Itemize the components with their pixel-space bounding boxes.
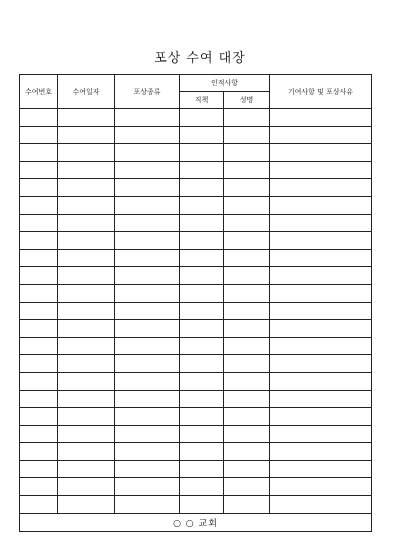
cell-award-date	[58, 496, 115, 514]
cell-award-type	[115, 109, 180, 127]
header-row	[20, 75, 372, 92]
cell-contribution-reason	[270, 196, 372, 214]
cell-contribution-reason	[270, 126, 372, 144]
cell-award-type	[115, 267, 180, 285]
cell-award-date	[58, 249, 115, 267]
cell-award-type	[115, 478, 180, 496]
cell-award-type	[115, 302, 180, 320]
cell-contribution-reason	[270, 496, 372, 514]
cell-position	[180, 478, 224, 496]
cell-award-date	[58, 372, 115, 390]
cell-name	[224, 179, 270, 197]
document-title: 포상 수여 대장	[154, 51, 246, 66]
header-position: 직책	[180, 92, 224, 109]
cell-award-type	[115, 249, 180, 267]
cell-award-number	[20, 425, 58, 443]
table-row	[20, 355, 372, 373]
table-row	[20, 196, 372, 214]
cell-name	[224, 337, 270, 355]
cell-award-type	[115, 320, 180, 338]
cell-award-number	[20, 320, 58, 338]
header-name: 성명	[224, 92, 270, 109]
cell-award-number	[20, 496, 58, 514]
cell-contribution-reason	[270, 144, 372, 162]
cell-name	[224, 126, 270, 144]
cell-award-number	[20, 161, 58, 179]
cell-award-number	[20, 109, 58, 127]
cell-contribution-reason	[270, 320, 372, 338]
cell-award-number	[20, 355, 58, 373]
cell-position	[180, 144, 224, 162]
cell-contribution-reason	[270, 179, 372, 197]
cell-contribution-reason	[270, 249, 372, 267]
cell-name	[224, 460, 270, 478]
cell-award-date	[58, 196, 115, 214]
table-row	[20, 126, 372, 144]
table-row	[20, 144, 372, 162]
cell-award-number	[20, 284, 58, 302]
cell-award-number	[20, 390, 58, 408]
cell-award-date	[58, 161, 115, 179]
cell-contribution-reason	[270, 267, 372, 285]
cell-award-type	[115, 284, 180, 302]
header-award-number: 수여번호	[20, 75, 58, 109]
cell-position	[180, 390, 224, 408]
cell-contribution-reason	[270, 337, 372, 355]
cell-name	[224, 320, 270, 338]
table-row	[20, 109, 372, 127]
cell-contribution-reason	[270, 425, 372, 443]
cell-name	[224, 109, 270, 127]
cell-award-date	[58, 478, 115, 496]
cell-contribution-reason	[270, 460, 372, 478]
table-row	[20, 390, 372, 408]
cell-award-date	[58, 109, 115, 127]
table-row	[20, 249, 372, 267]
cell-award-type	[115, 390, 180, 408]
cell-award-date	[58, 126, 115, 144]
cell-name	[224, 144, 270, 162]
table-row	[20, 460, 372, 478]
cell-award-number	[20, 337, 58, 355]
table-row	[20, 179, 372, 197]
cell-position	[180, 443, 224, 461]
cell-position	[180, 355, 224, 373]
header-contribution-reason: 기여사항 및 포상사유	[270, 75, 372, 109]
cell-position	[180, 196, 224, 214]
cell-name	[224, 425, 270, 443]
cell-contribution-reason	[270, 161, 372, 179]
cell-name	[224, 443, 270, 461]
cell-contribution-reason	[270, 372, 372, 390]
cell-award-date	[58, 267, 115, 285]
cell-contribution-reason	[270, 408, 372, 426]
cell-award-type	[115, 408, 180, 426]
cell-name	[224, 408, 270, 426]
table-row	[20, 302, 372, 320]
table-row	[20, 478, 372, 496]
cell-name	[224, 196, 270, 214]
table-row	[20, 161, 372, 179]
table-row	[20, 408, 372, 426]
cell-award-type	[115, 496, 180, 514]
table-row	[20, 267, 372, 285]
cell-award-date	[58, 390, 115, 408]
cell-award-number	[20, 249, 58, 267]
cell-award-date	[58, 214, 115, 232]
cell-position	[180, 460, 224, 478]
cell-award-date	[58, 443, 115, 461]
cell-award-type	[115, 161, 180, 179]
award-ledger-table	[19, 74, 372, 532]
cell-position	[180, 232, 224, 250]
cell-contribution-reason	[270, 232, 372, 250]
cell-name	[224, 390, 270, 408]
cell-award-date	[58, 337, 115, 355]
cell-position	[180, 496, 224, 514]
cell-name	[224, 478, 270, 496]
footer-row	[20, 513, 372, 531]
cell-award-type	[115, 355, 180, 373]
cell-name	[224, 372, 270, 390]
cell-award-number	[20, 460, 58, 478]
cell-position	[180, 249, 224, 267]
cell-award-number	[20, 144, 58, 162]
cell-award-number	[20, 196, 58, 214]
cell-position	[180, 408, 224, 426]
cell-award-number	[20, 372, 58, 390]
cell-award-date	[58, 355, 115, 373]
cell-name	[224, 232, 270, 250]
cell-position	[180, 337, 224, 355]
cell-position	[180, 214, 224, 232]
cell-position	[180, 425, 224, 443]
table-row	[20, 337, 372, 355]
cell-award-number	[20, 443, 58, 461]
cell-award-date	[58, 460, 115, 478]
table-row	[20, 425, 372, 443]
cell-award-type	[115, 126, 180, 144]
cell-award-type	[115, 337, 180, 355]
cell-name	[224, 284, 270, 302]
cell-position	[180, 372, 224, 390]
cell-award-type	[115, 179, 180, 197]
cell-position	[180, 267, 224, 285]
cell-award-number	[20, 302, 58, 320]
header-personal-info: 인적사항	[180, 75, 270, 92]
header-award-date: 수여일자	[58, 75, 115, 109]
cell-position	[180, 320, 224, 338]
cell-award-number	[20, 232, 58, 250]
table-row	[20, 214, 372, 232]
cell-name	[224, 496, 270, 514]
cell-contribution-reason	[270, 214, 372, 232]
cell-name	[224, 214, 270, 232]
header-award-type: 포상종류	[115, 75, 180, 109]
cell-award-number	[20, 267, 58, 285]
cell-name	[224, 302, 270, 320]
cell-position	[180, 109, 224, 127]
table-row	[20, 496, 372, 514]
cell-contribution-reason	[270, 355, 372, 373]
cell-award-type	[115, 372, 180, 390]
cell-award-type	[115, 425, 180, 443]
cell-award-type	[115, 460, 180, 478]
table-row	[20, 284, 372, 302]
cell-award-date	[58, 144, 115, 162]
table-row	[20, 372, 372, 390]
cell-award-date	[58, 232, 115, 250]
table-row	[20, 320, 372, 338]
cell-award-type	[115, 214, 180, 232]
cell-award-type	[115, 144, 180, 162]
cell-award-type	[115, 443, 180, 461]
cell-award-type	[115, 196, 180, 214]
cell-award-type	[115, 232, 180, 250]
table-row	[20, 443, 372, 461]
cell-contribution-reason	[270, 390, 372, 408]
cell-contribution-reason	[270, 284, 372, 302]
cell-position	[180, 302, 224, 320]
cell-award-number	[20, 214, 58, 232]
cell-award-number	[20, 126, 58, 144]
cell-award-number	[20, 408, 58, 426]
cell-contribution-reason	[270, 478, 372, 496]
cell-award-date	[58, 179, 115, 197]
cell-award-number	[20, 179, 58, 197]
cell-name	[224, 161, 270, 179]
cell-name	[224, 249, 270, 267]
cell-award-date	[58, 320, 115, 338]
table-row	[20, 232, 372, 250]
cell-award-date	[58, 408, 115, 426]
cell-contribution-reason	[270, 302, 372, 320]
cell-award-number	[20, 478, 58, 496]
church-name-footer: ○ ○ 교회	[20, 513, 372, 531]
cell-position	[180, 126, 224, 144]
cell-position	[180, 284, 224, 302]
cell-contribution-reason	[270, 109, 372, 127]
cell-name	[224, 267, 270, 285]
cell-award-date	[58, 302, 115, 320]
cell-position	[180, 161, 224, 179]
cell-position	[180, 179, 224, 197]
cell-award-date	[58, 425, 115, 443]
cell-name	[224, 355, 270, 373]
cell-contribution-reason	[270, 443, 372, 461]
cell-award-date	[58, 284, 115, 302]
